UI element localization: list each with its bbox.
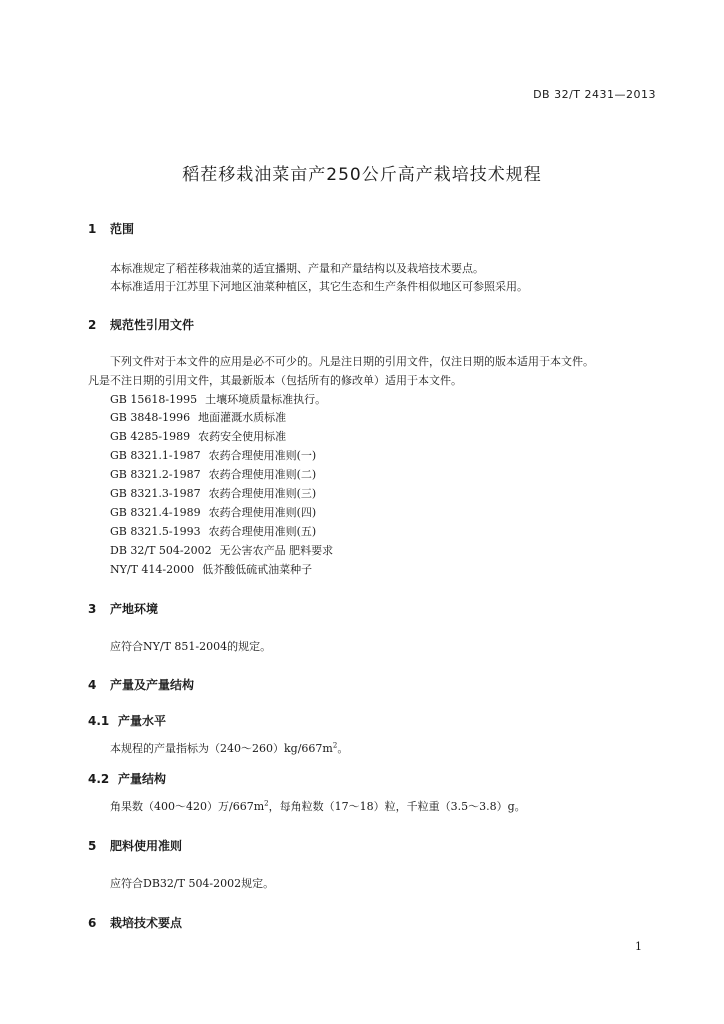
reference-code: GB 3848-1996: [110, 411, 191, 424]
reference-item: [110, 391, 326, 407]
yield-structure-paragraph: [110, 798, 526, 814]
subsection-number: 4.1: [88, 714, 110, 728]
section-heading-environment: [88, 600, 158, 617]
section-heading-normative: [88, 316, 194, 333]
section-heading-cultivation: [88, 914, 182, 931]
section-number: 3: [88, 602, 97, 616]
yield-structure-text-b: ，每角粒数（17～18）粒，千粒重（3.5～3.8）g。: [268, 800, 526, 813]
reference-item: [110, 466, 316, 482]
section-number: 6: [88, 916, 97, 930]
scope-paragraph-2: 本标准适用于江苏里下河地区油菜种植区，其它生态和生产条件相似地区可参照采用。: [110, 280, 528, 293]
section-title: 产地环境: [110, 602, 159, 616]
reference-item: [110, 504, 316, 520]
section-number: 5: [88, 839, 97, 853]
fertilizer-paragraph: 应符合DB32/T 504-2002规定。: [110, 877, 275, 890]
reference-code: GB 8321.5-1993: [110, 525, 201, 538]
section-title: 规范性引用文件: [110, 318, 195, 332]
subsection-number: 4.2: [88, 772, 110, 786]
reference-item: [110, 428, 286, 444]
reference-name: 农药合理使用准则(三): [208, 487, 317, 500]
reference-name: 农药合理使用准则(一): [208, 449, 317, 462]
reference-item: [110, 409, 286, 425]
reference-name: 无公害农产品 肥料要求: [219, 544, 334, 557]
section-title: 范围: [110, 222, 135, 236]
section-number: 4: [88, 678, 97, 692]
page-number: 1: [635, 940, 642, 953]
reference-item: [110, 447, 316, 463]
standard-code: DB 32/T 2431—2013: [533, 88, 656, 101]
subsection-heading-yield-level: [88, 712, 166, 729]
reference-name: 农药安全使用标准: [198, 430, 287, 443]
scope-paragraph-1: 本标准规定了稻茬移栽油菜的适宜播期、产量和产量结构以及栽培技术要点。: [110, 262, 484, 275]
reference-code: GB 8321.3-1987: [110, 487, 201, 500]
subsection-title: 产量结构: [118, 772, 167, 786]
yield-level-text: 本规程的产量指标为（240～260）kg/667m: [110, 742, 333, 755]
reference-code: NY/T 414-2000: [110, 563, 195, 576]
section-number: 1: [88, 222, 97, 236]
reference-name: 农药合理使用准则(四): [208, 506, 317, 519]
reference-code: GB 8321.1-1987: [110, 449, 201, 462]
reference-item: [110, 542, 333, 558]
section-number: 2: [88, 318, 97, 332]
subsection-title: 产量水平: [118, 714, 167, 728]
section-title: 栽培技术要点: [110, 916, 183, 930]
reference-item: [110, 561, 312, 577]
reference-name: 低芥酸低硫甙油菜种子: [202, 563, 313, 576]
yield-structure-text-a: 角果数（400～420）万/667m: [110, 800, 265, 813]
normative-intro-line-2: 凡是不注日期的引用文件，其最新版本（包括所有的修改单）适用于本文件。: [88, 374, 462, 387]
reference-item: [110, 523, 316, 539]
section-heading-yield: [88, 676, 194, 693]
reference-name: 农药合理使用准则(二): [208, 468, 317, 481]
yield-level-tail: 。: [337, 742, 349, 755]
reference-code: GB 15618-1995: [110, 393, 198, 406]
reference-code: GB 8321.4-1989: [110, 506, 201, 519]
section-title: 肥料使用准则: [110, 839, 183, 853]
superscript: 2: [332, 741, 338, 750]
reference-name: 土壤环境质量标准执行。: [205, 393, 327, 406]
environment-paragraph: 应符合NY/T 851-2004的规定。: [110, 640, 272, 653]
section-heading-scope: [88, 220, 134, 237]
subsection-heading-yield-structure: [88, 770, 166, 787]
section-heading-fertilizer: [88, 837, 182, 854]
reference-name: 地面灌溉水质标准: [198, 411, 287, 424]
reference-code: DB 32/T 504-2002: [110, 544, 212, 557]
document-title: 稻茬移栽油菜亩产250公斤高产栽培技术规程: [182, 165, 542, 185]
reference-name: 农药合理使用准则(五): [208, 525, 317, 538]
reference-code: GB 4285-1989: [110, 430, 191, 443]
reference-code: GB 8321.2-1987: [110, 468, 201, 481]
section-title: 产量及产量结构: [110, 678, 195, 692]
normative-intro-line-1: 下列文件对于本文件的应用是必不可少的。凡是注日期的引用文件，仅注日期的版本适用于本文件。: [110, 355, 594, 368]
yield-level-paragraph: [110, 740, 348, 756]
reference-item: [110, 485, 316, 501]
superscript: 2: [264, 799, 269, 808]
